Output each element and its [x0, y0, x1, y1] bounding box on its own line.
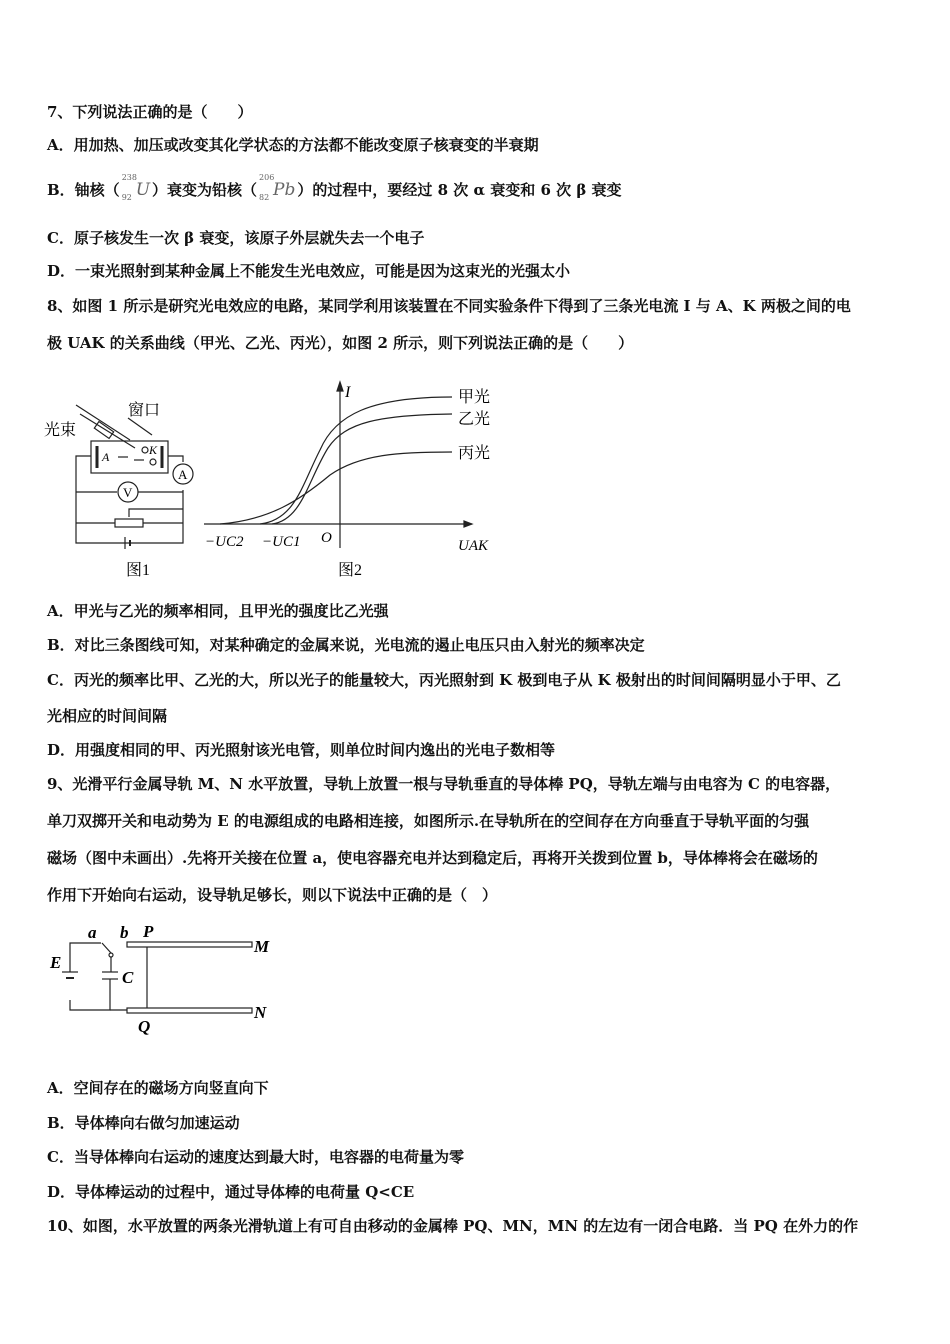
uranium-isotope — [121, 173, 151, 202]
q10-stem-1: 10、如图，水平放置的两条光滑轨道上有可自由移动的金属棒 PQ、MN，MN 的左边有一闭合电路．当 PQ 在外力的作 — [47, 1217, 859, 1235]
y-axis-label: I — [345, 384, 351, 401]
figure-2-caption: 图2 — [338, 562, 363, 579]
q7-b-post: ）的过程中，要经过 8 次 α 衰变和 6 次 β 衰变 — [297, 181, 622, 199]
q9-figure-rail-circuit — [40, 920, 300, 1040]
figure-1-circuit — [76, 405, 193, 549]
switch-pos-b: b — [120, 923, 129, 942]
q7-b-pre: B．铀核（ — [47, 181, 120, 199]
pb-z: 82 — [259, 193, 270, 202]
legend-bing: 丙光 — [458, 445, 491, 462]
q8-option-c-cont: 光相应的时间间隔 — [47, 707, 168, 725]
ammeter-label: A — [178, 467, 188, 482]
q9-stem-3: 磁场（图中未画出）.先将开关接在位置 a，使电容器充电并达到稳定后，再将开关拨到位置 b，导体棒将会在磁场的 — [47, 849, 818, 867]
label-m: M — [254, 937, 270, 956]
q9-option-d: D．导体棒运动的过程中，通过导体棒的电荷量 Q<CE — [47, 1183, 415, 1201]
q9-option-c: C．当导体棒向右运动的速度达到最大时，电容器的电荷量为零 — [47, 1148, 464, 1166]
q9-stem-2: 单刀双掷开关和电动势为 E 的电源组成的电路相连接，如图所示.在导轨所在的空间存在方向垂直于导轨平面的匀强 — [47, 812, 810, 830]
figure-2-graph — [204, 382, 472, 548]
beam-label: 光束 — [44, 422, 77, 439]
curve-bing — [220, 452, 452, 524]
u-mass: 238 — [121, 173, 137, 182]
curve-yi — [272, 414, 452, 524]
legend-yi: 乙光 — [458, 411, 491, 428]
q7-option-b — [47, 173, 622, 202]
q7-b-mid: ）衰变为铅核（ — [152, 181, 258, 199]
curve-jia — [260, 397, 452, 524]
label-q: Q — [138, 1017, 151, 1036]
q9-stem-1: 9、光滑平行金属导轨 M、N 水平放置，导轨上放置一根与导轨垂直的导体棒 PQ，导轨左端与由电容为 C 的电容器， — [47, 775, 841, 793]
uc1-label: −UC1 — [262, 534, 301, 550]
q7-option-c: C．原子核发生一次 β 衰变，该原子外层就失去一个电子 — [47, 229, 425, 247]
label-c: C — [122, 968, 134, 987]
label-p: P — [143, 922, 154, 941]
q8-stem-1: 8、如图 1 所示是研究光电效应的电路，某同学利用该装置在不同实验条件下得到了三条光电流 I 与 A、K 两极之间的电 — [47, 297, 851, 315]
pb-mass: 206 — [259, 173, 275, 182]
q7-option-d: D．一束光照射到某种金属上不能发生光电效应，可能是因为这束光的光强太小 — [47, 262, 571, 280]
voltmeter-label: V — [123, 485, 133, 500]
origin-label: O — [321, 530, 332, 546]
q9-option-a: A．空间存在的磁场方向竖直向下 — [47, 1079, 269, 1097]
lead-isotope — [259, 173, 296, 202]
label-n: N — [254, 1003, 267, 1022]
figure-1-caption: 图1 — [126, 562, 151, 579]
q8-option-b: B．对比三条图线可知，对某种确定的金属来说，光电流的遏止电压只由入射光的频率决定 — [47, 636, 645, 654]
q8-option-d: D．用强度相同的甲、丙光照射该光电管，则单位时间内逸出的光电子数相等 — [47, 741, 556, 759]
q9-stem-4: 作用下开始向右运动，设导轨足够长，则以下说法中正确的是（ ） — [47, 886, 498, 904]
q8-figures — [40, 370, 520, 590]
q7-option-a: A．用加热、加压或改变其化学状态的方法都不能改变原子核衰变的半衰期 — [47, 136, 539, 154]
window-label: 窗口 — [128, 402, 161, 419]
label-e: E — [50, 953, 62, 972]
pb-symbol: Pb — [273, 180, 296, 200]
cathode-label: K — [149, 443, 158, 457]
u-z: 92 — [121, 193, 132, 202]
q8-option-c: C．丙光的频率比甲、乙光的大，所以光子的能量较大，丙光照射到 K 极到电子从 K 极射出的时间间隔明显小于甲、乙 — [47, 671, 841, 689]
u-symbol: U — [135, 180, 151, 200]
q8-stem-2: 极 UAK 的关系曲线（甲光、乙光、丙光），如图 2 所示，则下列说法正确的是（ ） — [47, 334, 634, 352]
q9-option-b: B．导体棒向右做匀加速运动 — [47, 1114, 240, 1132]
x-axis-label: UAK — [458, 538, 488, 554]
anode-label: A — [102, 450, 110, 464]
switch-pos-a: a — [88, 923, 97, 942]
q8-option-a: A．甲光与乙光的频率相同，且甲光的强度比乙光强 — [47, 602, 389, 620]
q7-stem: 7、下列说法正确的是（ ） — [47, 103, 253, 121]
legend-jia: 甲光 — [458, 389, 491, 406]
uc2-label: −UC2 — [205, 534, 244, 550]
